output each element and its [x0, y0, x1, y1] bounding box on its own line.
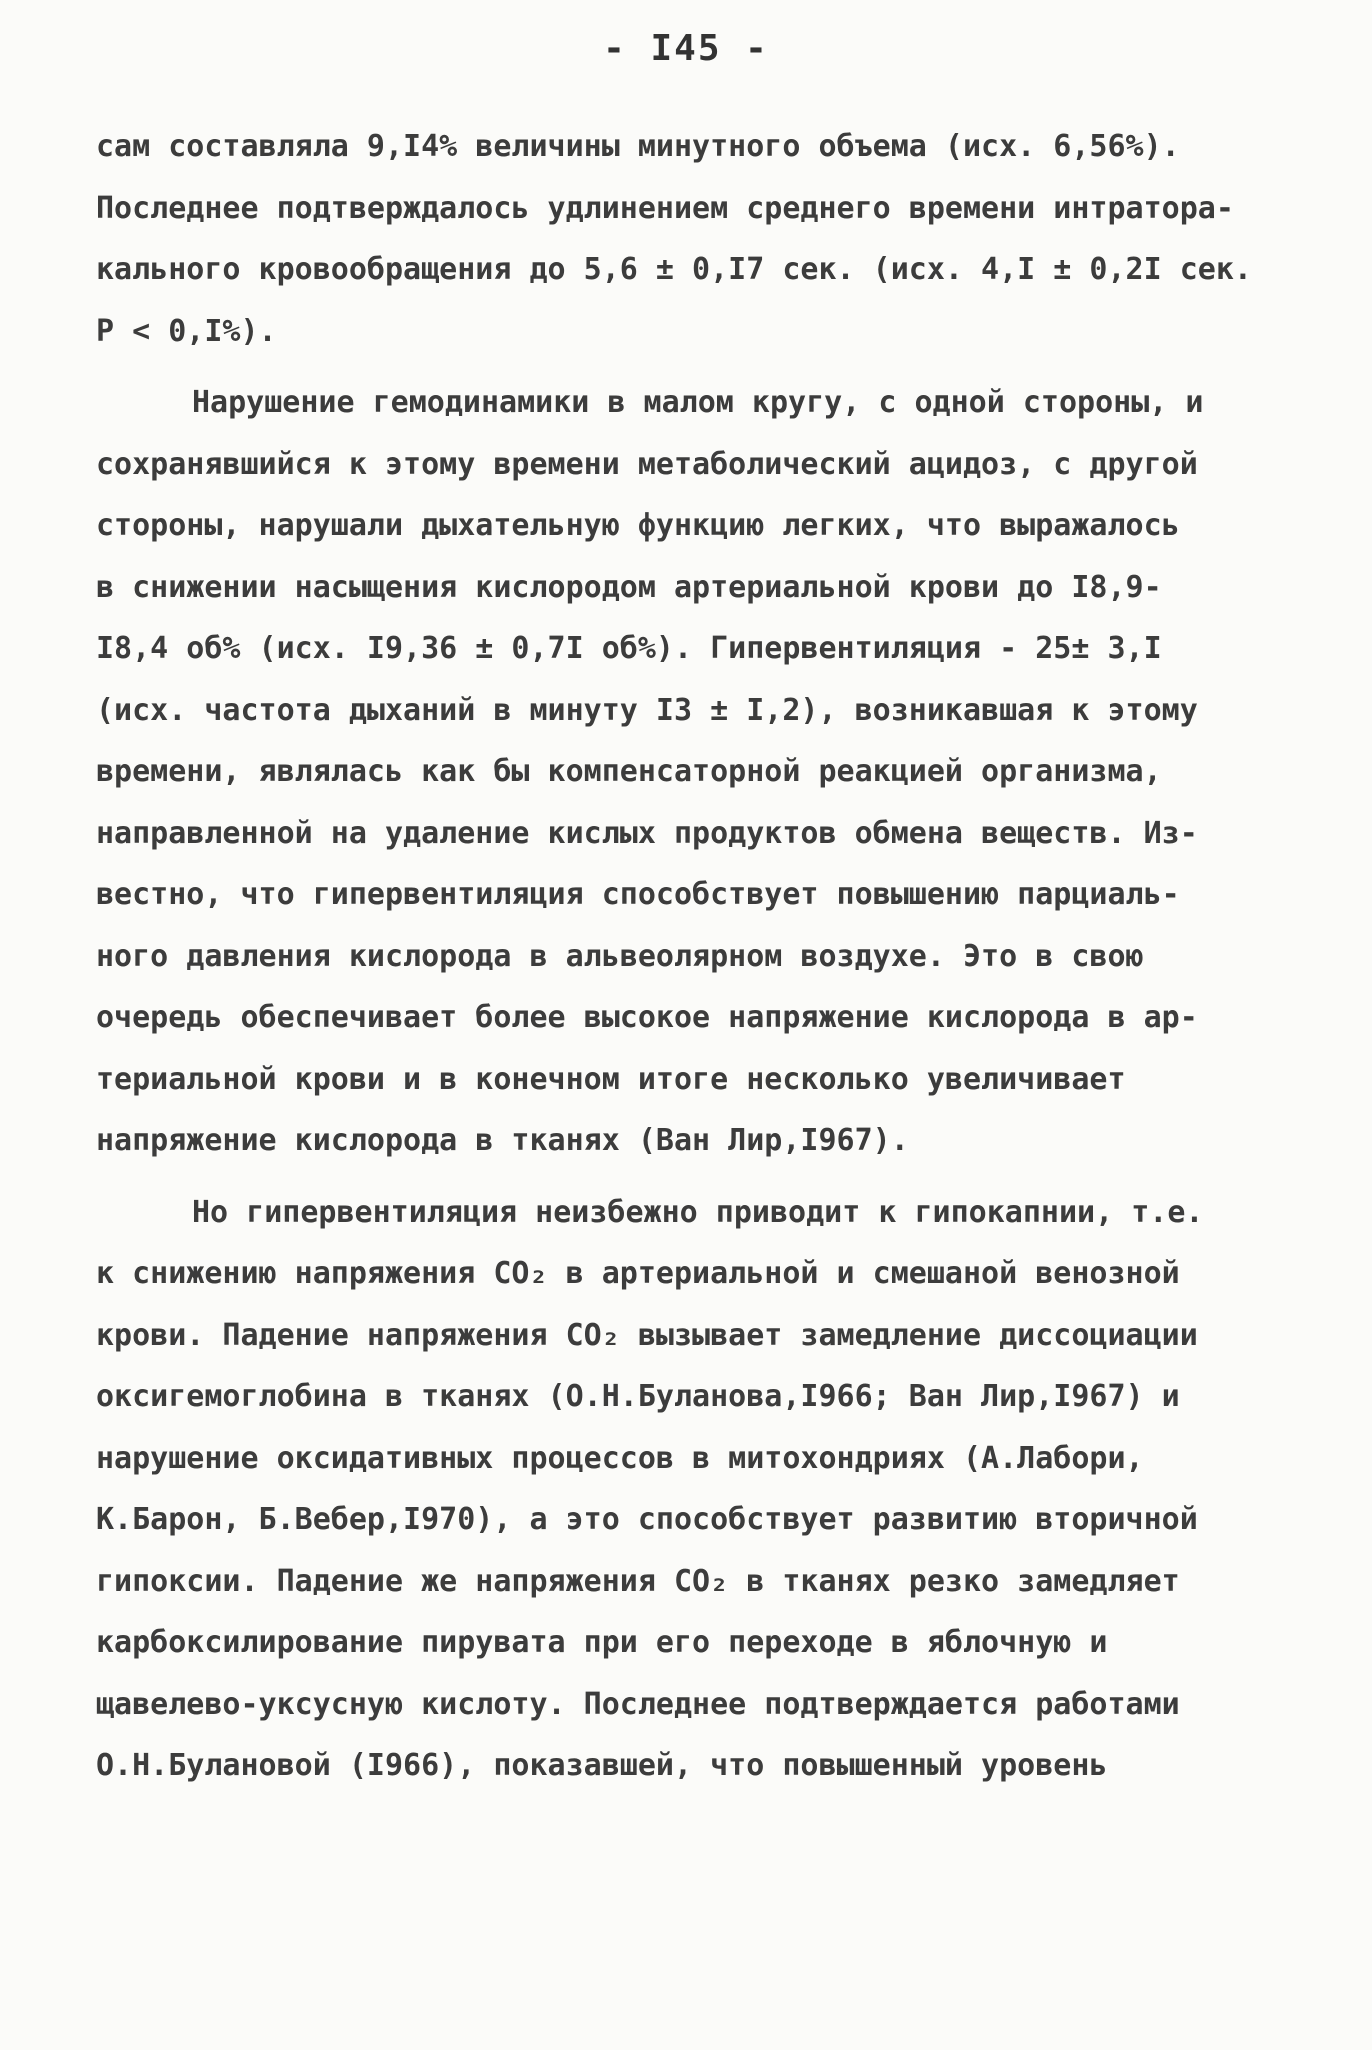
text-line: оксигемоглобина в тканях (О.Н.Буланова,I966; Ван Лир,I967) и	[96, 1379, 1180, 1414]
body-text	[96, 116, 1266, 1797]
text-line: О.Н.Булановой (I966), показавшей, что повышенный уровень	[96, 1748, 1108, 1783]
paragraph-2	[96, 372, 1266, 1172]
text-line: Нарушение гемодинамики в малом кругу, с одной стороны, и	[192, 385, 1204, 420]
text-line: кального кровообращения до 5,6 ± 0,I7 сек. (исх. 4,I ± 0,2I сек.	[96, 252, 1252, 287]
text-line: териальной крови и в конечном итоге несколько увеличивает	[96, 1061, 1126, 1097]
text-line: карбоксилирование пирувата при его переходе в яблочную и	[96, 1625, 1108, 1660]
text-line: (исх. частота дыханий в минуту I3 ± I,2), возникавшая к этому	[96, 692, 1198, 728]
text-line: к снижению напряжения CO₂ в артериальной и смешаной венозной	[96, 1256, 1180, 1291]
text-line: нарушение оксидативных процессов в митохондриях (А.Лабори,	[96, 1440, 1144, 1476]
text-line: К.Барон, Б.Вебер,I970), а это способствует развитию вторичной	[96, 1502, 1198, 1537]
text-line: Последнее подтверждалось удлинением среднего времени интратора-	[96, 190, 1234, 226]
text-line: гипоксии. Падение же напряжения CO₂ в тканях резко замедляет	[96, 1563, 1180, 1599]
text-line: щавелево-уксусную кислоту. Последнее подтверждается работами	[96, 1686, 1180, 1722]
text-line: очередь обеспечивает более высокое напряжение кислорода в ар-	[96, 1000, 1198, 1035]
text-line: I8,4 об% (исх. I9,36 ± 0,7I об%). Гипервентиляция - 25± 3,I	[96, 631, 1162, 666]
page-number: - I45 -	[603, 28, 769, 69]
text-line: стороны, нарушали дыхательную функцию легких, что выражалось	[96, 508, 1180, 543]
text-line: времени, являлась как бы компенсаторной реакцией организма,	[96, 754, 1162, 789]
text-line: крови. Падение напряжения CO₂ вызывает замедление диссоциации	[96, 1317, 1198, 1353]
text-line: вестно, что гипервентиляция способствует повышению парциаль-	[96, 877, 1180, 912]
text-line: сам составляла 9,I4% величины минутного объема (исх. 6,56%).	[96, 129, 1180, 164]
text-line: Но гипервентиляция неизбежно приводит к гипокапнии, т.е.	[192, 1194, 1204, 1230]
text-line: направленной на удаление кислых продуктов обмена веществ. Из-	[96, 815, 1198, 851]
text-line: P < 0,I%).	[96, 313, 277, 349]
paragraph-1	[96, 116, 1266, 362]
text-line: в снижении насыщения кислородом артериальной крови до I8,9-	[96, 569, 1162, 605]
text-line: напряжение кислорода в тканях (Ван Лир,I967).	[96, 1123, 909, 1158]
paragraph-3	[96, 1182, 1266, 1797]
text-line: сохранявшийся к этому времени метаболический ацидоз, с другой	[96, 446, 1198, 482]
text-line: ного давления кислорода в альвеолярном воздухе. Это в свою	[96, 938, 1144, 974]
